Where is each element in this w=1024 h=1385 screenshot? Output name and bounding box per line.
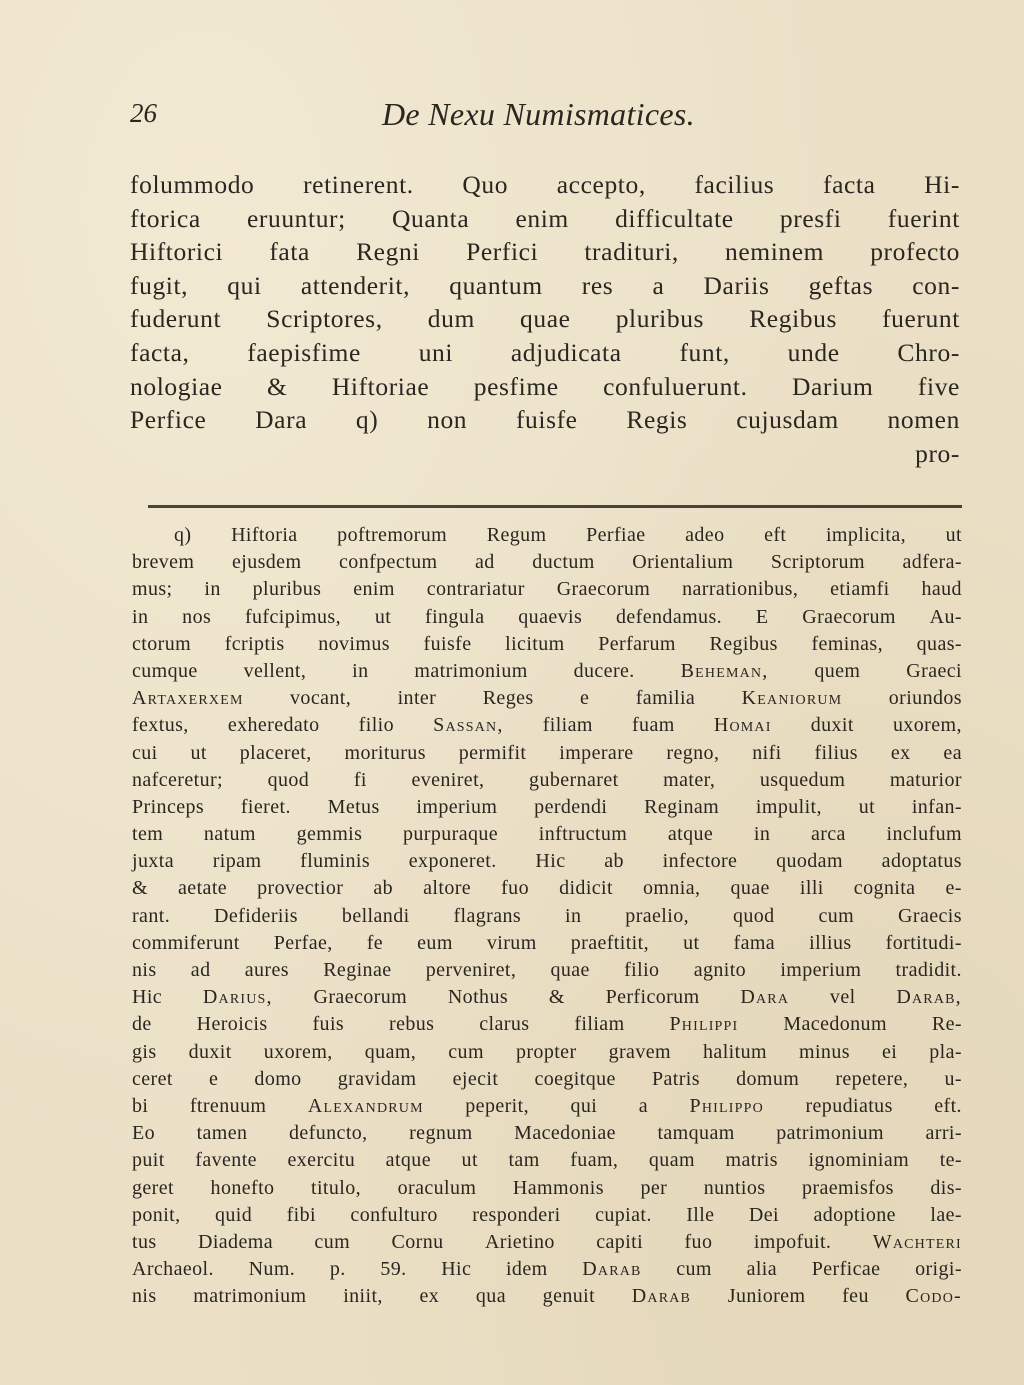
footnote-line: cui ut placeret, moriturus permifit imperare regno, nifi filius ex ea bbox=[132, 741, 962, 764]
footnote-line: Eo tamen defuncto, regnum Macedoniae tamquam patrimonium arri- bbox=[132, 1122, 962, 1145]
footnote-line: Artaxerxem vocant, inter Reges e familia Keaniorum oriundos bbox=[132, 687, 962, 710]
footnote-line: brevem ejusdem confpectum ad ductum Orientalium Scriptorum adfera- bbox=[132, 551, 962, 574]
footnote-line: tus Diadema cum Cornu Arietino capiti fuo impofuit. Wachteri bbox=[132, 1230, 962, 1253]
main-text-line: ftorica eruuntur; Quanta enim difficultate presfi fuerint bbox=[130, 203, 960, 233]
page-header bbox=[130, 98, 960, 138]
main-text-line: fugit, qui attenderit, quantum res a Dariis geftas con- bbox=[130, 270, 960, 300]
footnote-line: geret honefto titulo, oraculum Hammonis per nuntios praemisfos dis- bbox=[132, 1176, 962, 1199]
footnote-line: fextus, exheredato filio Sassan, filiam fuam Homai duxit uxorem, bbox=[132, 714, 962, 737]
running-title: De Nexu Numismatices. bbox=[382, 96, 695, 132]
footnote-line: Archaeol. Num. p. 59. Hic idem Darab cum alia Perficae origi- bbox=[132, 1258, 962, 1281]
footnote-separator-rule bbox=[148, 505, 962, 508]
footnote-line: nis matrimonium iniit, ex qua genuit Darab Juniorem feu Codo- bbox=[132, 1285, 962, 1308]
footnote-line: mus; in pluribus enim contrariatur Graecorum narrationibus, etiamfi haud bbox=[132, 578, 962, 601]
footnote-line: nafceretur; quod fi eveniret, gubernaret mater, usquedum maturior bbox=[132, 768, 962, 791]
main-text-line: Hiftorici fata Regni Perfici tradituri, neminem profecto bbox=[130, 237, 960, 267]
footnote-line: de Heroicis fuis rebus clarus filiam Philippi Macedonum Re- bbox=[132, 1013, 962, 1036]
footnote-line: & aetate provectior ab altore fuo didicit omnia, quae illi cognita e- bbox=[132, 877, 962, 900]
main-text-line: facta, faepisfime uni adjudicata funt, unde Chro- bbox=[130, 337, 960, 367]
footnote-line: q) Hiftoria poftremorum Regum Perfiae adeo eft implicita, ut bbox=[174, 524, 962, 546]
footnote-line: nis ad aures Reginae perveniret, quae filio agnito imperium tradidit. bbox=[132, 959, 962, 981]
main-text-line: nologiae & Hiftoriae pesfime confuluerunt. Darium five bbox=[130, 371, 960, 401]
main-text-line: pro- bbox=[915, 438, 960, 468]
main-body-text bbox=[130, 168, 960, 470]
footnote-line: puit favente exercitu atque ut tam fuam, quam matris ignominiam te- bbox=[132, 1149, 962, 1172]
footnote-line: gis duxit uxorem, quam, cum propter gravem halitum minus ei pla- bbox=[132, 1040, 962, 1063]
main-text-line: folummodo retinerent. Quo accepto, facilius facta Hi- bbox=[130, 170, 960, 199]
main-text-line: fuderunt Scriptores, dum quae pluribus Regibus fuerunt bbox=[130, 304, 960, 334]
footnote-line: tem natum gemmis purpuraque inftructum atque in arca inclufum bbox=[132, 823, 962, 846]
footnote-line: rant. Defideriis bellandi flagrans in praelio, quod cum Graecis bbox=[132, 904, 962, 927]
footnote-line: juxta ripam fluminis exponeret. Hic ab infectore quodam adoptatus bbox=[132, 850, 962, 873]
footnote-block bbox=[132, 522, 962, 1310]
footnote-line: cumque vellent, in matrimonium ducere. Beheman, quem Graeci bbox=[132, 659, 962, 682]
footnote-line: Princeps fieret. Metus imperium perdendi Reginam impulit, ut infan- bbox=[132, 795, 962, 818]
footnote-line: ceret e domo gravidam ejecit coegitque Patris domum repetere, u- bbox=[132, 1067, 962, 1090]
page-number: 26 bbox=[130, 98, 157, 128]
footnote-line: ctorum fcriptis novimus fuisfe licitum Perfarum Regibus feminas, quas- bbox=[132, 632, 962, 655]
footnote-line: commiferunt Perfae, fe eum virum praeftitit, ut fama illius fortitudi- bbox=[132, 931, 962, 954]
footnote-line: ponit, quid fibi confulturo responderi cupiat. Ille Dei adoptione lae- bbox=[132, 1203, 962, 1226]
footnote-line: in nos fufcipimus, ut fingula quaevis defendamus. E Graecorum Au- bbox=[132, 605, 962, 628]
footnote-line: bi ftrenuum Alexandrum peperit, qui a Philippo repudiatus eft. bbox=[132, 1094, 962, 1117]
main-text-line: Perfice Dara q) non fuisfe Regis cujusdam nomen bbox=[130, 405, 960, 435]
footnote-line: Hic Darius, Graecorum Nothus & Perficorum Dara vel Darab, bbox=[132, 986, 962, 1009]
